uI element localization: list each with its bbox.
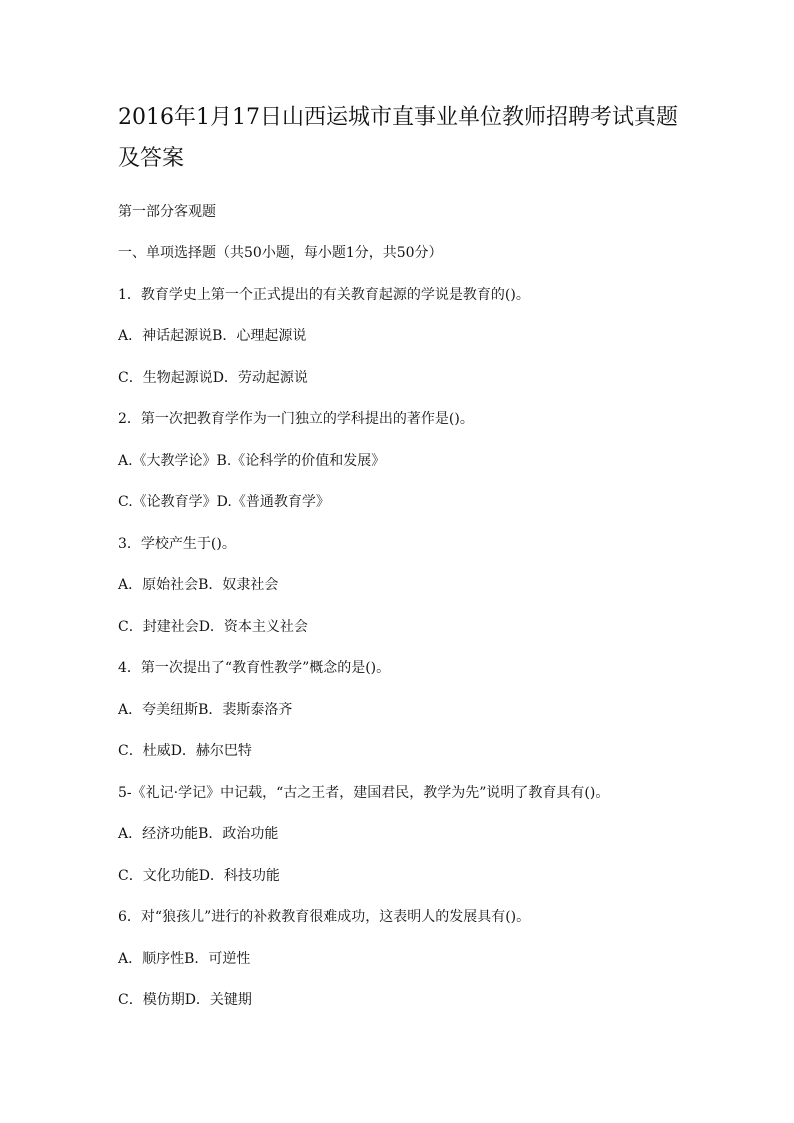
- question-3-stem: 3．学校产生于()。: [118, 536, 236, 552]
- question-5-stem: 5-《礼记·学记》中记载，“古之王者，建国君民，教学为先”说明了教育具有()。: [118, 785, 610, 801]
- part-heading: 第一部分客观题: [118, 204, 216, 220]
- document-title-line-1: 2016年1月17日山西运城市直事业单位教师招聘考试真题: [118, 105, 678, 130]
- question-2-stem: 2．第一次把教育学作为一门独立的学科提出的著作是()。: [118, 411, 474, 427]
- question-5-options-ab: A．经济功能B．政治功能: [118, 826, 279, 842]
- question-6-options-cd: C．模仿期D．关键期: [118, 992, 252, 1008]
- question-4-options-cd: C．杜威D．赫尔巴特: [118, 743, 252, 759]
- question-1-stem: 1．教育学史上第一个正式提出的有关教育起源的学说是教育的()。: [118, 287, 530, 303]
- question-4-options-ab: A．夸美纽斯B．裴斯泰洛齐: [118, 702, 293, 718]
- question-2-options-cd: C.《论教育学》D.《普通教育学》: [118, 494, 330, 510]
- question-6-options-ab: A．顺序性B．可逆性: [118, 951, 251, 967]
- question-5-options-cd: C．文化功能D．科技功能: [118, 868, 280, 884]
- question-1-options-cd: C．生物起源说D．劳动起源说: [118, 370, 308, 386]
- document-title-line-2: 及答案: [118, 146, 185, 171]
- question-3-options-ab: A．原始社会B．奴隶社会: [118, 577, 279, 593]
- question-2-options-ab: A.《大教学论》B.《论科学的价值和发展》: [118, 453, 386, 469]
- question-1-options-ab: A．神话起源说B．心理起源说: [118, 328, 307, 344]
- question-3-options-cd: C．封建社会D．资本主义社会: [118, 619, 308, 635]
- question-4-stem: 4．第一次提出了“教育性教学”概念的是()。: [118, 660, 391, 676]
- question-6-stem: 6．对“狼孩儿”进行的补救教育很难成功，这表明人的发展具有()。: [118, 909, 531, 925]
- section-heading: 一、单项选择题（共50小题，每小题1分，共50分）: [118, 245, 443, 261]
